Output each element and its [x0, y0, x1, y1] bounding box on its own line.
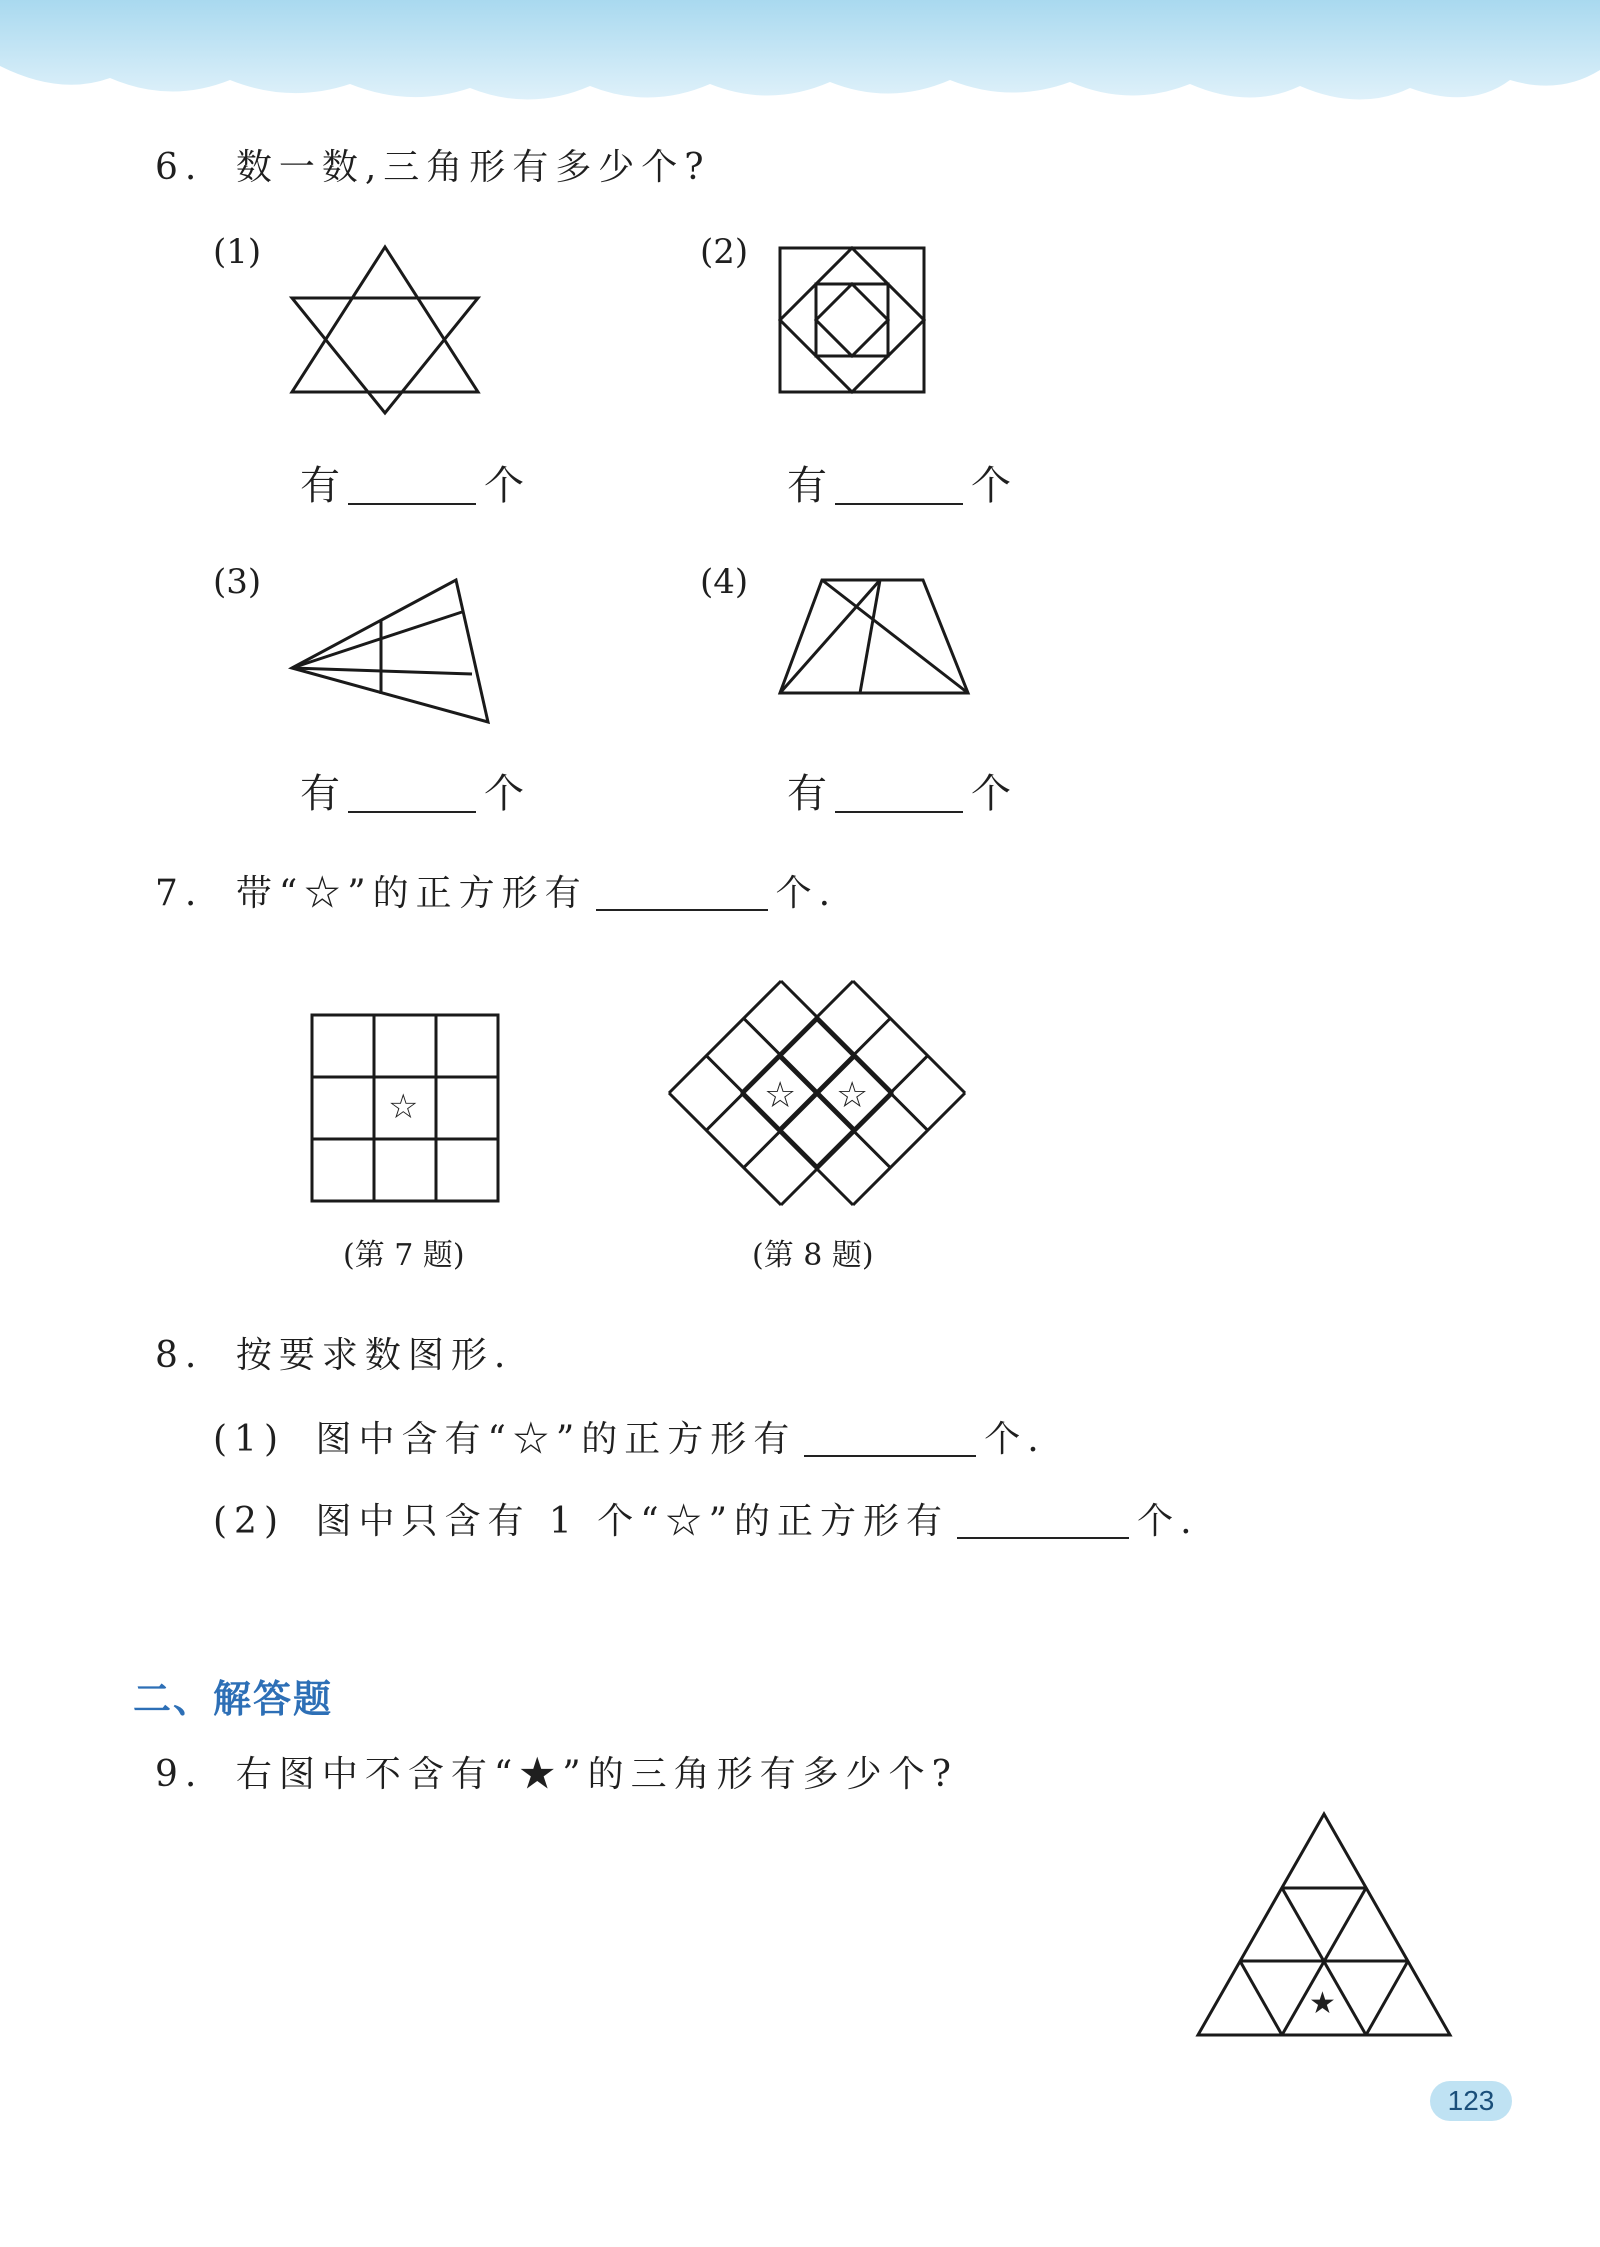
q6-part-4-label: (4): [700, 562, 749, 602]
page-number: 123: [1430, 2081, 1512, 2121]
question-number: 9.: [155, 1754, 204, 1795]
part-text: 图中只含有 1 个“☆”的正方形有: [315, 1501, 950, 1542]
answer-suffix: 个: [971, 771, 1011, 817]
answer-suffix: 个: [971, 463, 1011, 509]
section-title: 二、解答题: [133, 1677, 334, 1721]
answer-suffix: 个.: [775, 873, 838, 914]
answer-prefix: 有: [300, 771, 340, 817]
answer-prefix: 有: [787, 463, 827, 509]
star-filled-icon: ★: [1309, 1986, 1336, 2021]
answer-suffix: 个: [484, 463, 524, 509]
answer-suffix: 个: [484, 771, 524, 817]
question-number: 7.: [155, 873, 204, 914]
answer-suffix: 个.: [1137, 1501, 1199, 1542]
star-outline-icon: ☆: [388, 1087, 419, 1127]
answer-suffix: 个.: [984, 1419, 1046, 1460]
answer-prefix: 有: [300, 463, 340, 509]
question-text: 按要求数图形.: [235, 1335, 513, 1376]
star-outline-icon: ☆: [836, 1075, 869, 1116]
question-number: 8.: [155, 1335, 204, 1376]
q6-part-1-label: (1): [213, 232, 262, 272]
part-text: 图中含有“☆”的正方形有: [315, 1419, 797, 1460]
figure-caption-8: (第 8 题): [752, 1238, 874, 1273]
star-outline-icon: ☆: [764, 1075, 797, 1116]
q6-part-3-label: (3): [213, 562, 262, 602]
answer-prefix: 有: [787, 771, 827, 817]
question-number: 6.: [155, 147, 204, 188]
part-label: (2): [213, 1501, 285, 1542]
question-text: 带“☆”的正方形有: [235, 873, 588, 914]
question-text: 右图中不含有“★”的三角形有多少个?: [235, 1754, 958, 1795]
figure-caption-7: (第 7 题): [343, 1238, 465, 1273]
q6-part-2-label: (2): [700, 232, 749, 272]
question-text: 数一数,三角形有多少个?: [235, 147, 711, 188]
part-label: (1): [213, 1419, 285, 1460]
